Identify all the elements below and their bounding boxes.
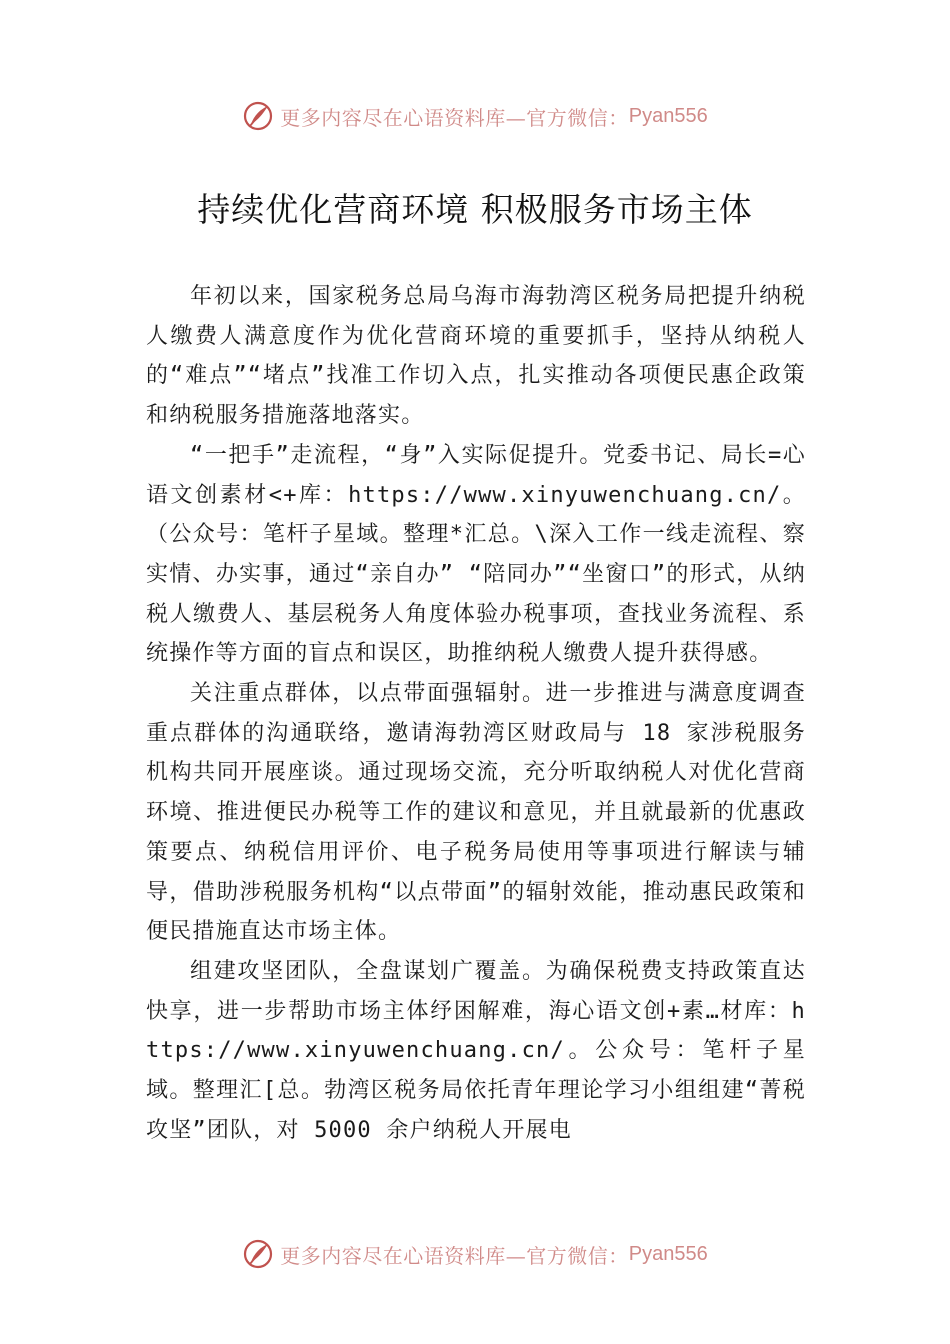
body-paragraph: 年初以来，国家税务总局乌海市海勃湾区税务局把提升纳税人缴费人满意度作为优化营商环境的重要抓手，坚持从纳税人的“难点”“堵点”找准工作切入点，扎实推动各项便民惠企政策和纳税服务措施落地落实。 — [146, 284, 806, 429]
quill-logo-icon — [242, 1238, 274, 1270]
header-watermark-banner — [0, 96, 950, 136]
body-paragraph: 组建攻坚团队，全盘谋划广覆盖。为确保税费支持政策直达快享，进一步帮助市场主体纾困解难，海心语文创+素…材库：https://www.xinyuwenchuang.cn/。公众号：笔杆子星域。整理汇[总。勃湾区税务局依托青年理论学习小组组建“菁税攻坚”团队，对 5000 余户纳税人开展电 — [146, 958, 806, 1143]
watermark-wechat-id: Pyan556 — [628, 104, 708, 127]
body-paragraph: 关注重点群体，以点带面强辐射。进一步推进与满意度调查重点群体的沟通联络，邀请海勃湾区财政局与 18 家涉税服务机构共同开展座谈。通过现场交流，充分听取纳税人对优化营商环境、推进便民办税等工作的建议和意见，并且就最新的优惠政策要点、纳税信用评价、电子税务局使用等事项进行解读与辅导，借助涉税服务机构“以点带面”的辐射效能，推动惠民政策和便民措施直达市场主体。 — [146, 681, 806, 945]
footer-watermark-banner — [0, 1234, 950, 1274]
watermark-wechat-id: Pyan556 — [628, 1242, 708, 1265]
document-title: 持续优化营商环境 积极服务市场主体 — [197, 190, 753, 229]
watermark-text: 更多内容尽在心语资料库—官方微信： — [280, 105, 629, 130]
quill-logo-icon — [242, 100, 274, 132]
document-body — [146, 277, 806, 1150]
body-paragraph: “一把手”走流程，“身”入实际促提升。党委书记、局长=心语文创素材<+库：https://www.xinyuwenchuang.cn/。（公众号：笔杆子星域。整理*汇总。\深入工作一线走流程、察实情、办实事，通过“亲自办” “陪同办”“坐窗口”的形式，从纳税人缴费人、基层税务人角度体验办税事项，查找业务流程、系统操作等方面的盲点和误区，助推纳税人缴费人提升获得感。 — [146, 442, 806, 667]
watermark-text: 更多内容尽在心语资料库—官方微信： — [280, 1243, 629, 1268]
